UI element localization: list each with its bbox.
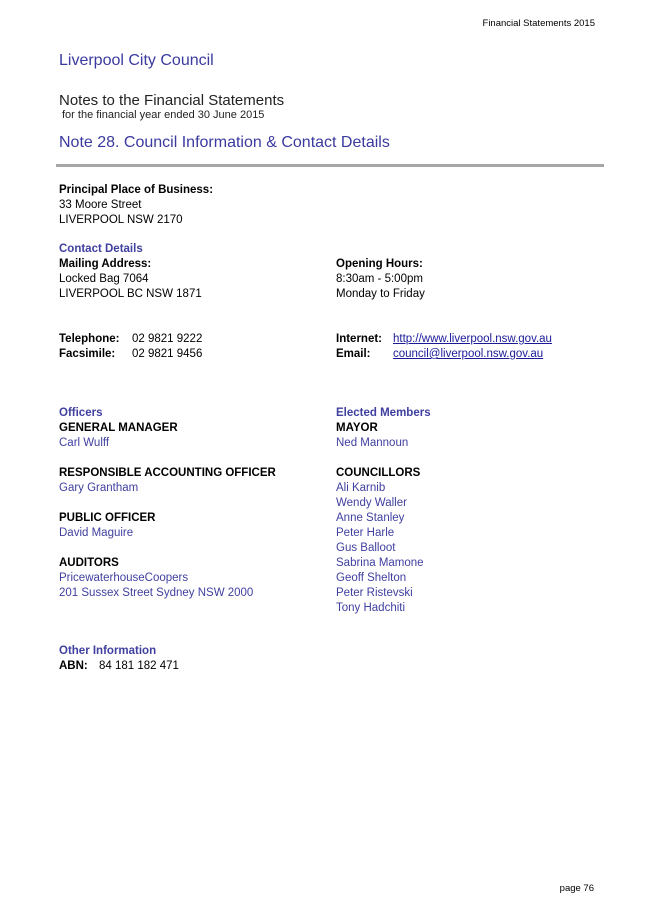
councillor-name: Geoff Shelton [336, 572, 407, 584]
telephone-row [59, 332, 202, 347]
elected-heading: Elected Members [336, 407, 431, 419]
auditors-address: 201 Sussex Street Sydney NSW 2000 [59, 587, 254, 599]
councillor-name: Sabrina Mamone [336, 557, 424, 569]
principal-place-block [59, 183, 213, 228]
mayor-name: Ned Mannoun [336, 437, 409, 449]
internet-label: Internet: [336, 333, 382, 345]
hours-line1: 8:30am - 5:00pm [336, 273, 423, 285]
telephone-label: Telephone: [59, 333, 120, 345]
facsimile-row [59, 347, 202, 362]
hours-heading: Opening Hours: [336, 258, 423, 270]
abn-row [59, 659, 179, 674]
principal-line1: 33 Moore Street [59, 199, 142, 211]
councillor-name: Wendy Waller [336, 497, 407, 509]
internet-link[interactable]: http://www.liverpool.nsw.gov.au [393, 333, 552, 345]
mailing-line1: Locked Bag 7064 [59, 273, 149, 285]
officers-heading: Officers [59, 407, 103, 419]
note-title: Note 28. Council Information & Contact Details [59, 134, 390, 151]
contact-heading: Contact Details [59, 243, 143, 255]
other-info-block [59, 644, 179, 674]
auditors-title: AUDITORS [59, 557, 119, 569]
mayor-title: MAYOR [336, 422, 378, 434]
councillor-name: Gus Balloot [336, 542, 396, 554]
councillor-name: Peter Harle [336, 527, 395, 539]
gm-name: Carl Wulff [59, 437, 110, 449]
page-number: page 76 [559, 883, 594, 894]
abn-value: 84 181 182 471 [99, 660, 179, 672]
contact-left-block [59, 242, 202, 302]
rao-title: RESPONSIBLE ACCOUNTING OFFICER [59, 467, 276, 479]
gm-title: GENERAL MANAGER [59, 422, 178, 434]
phone-block [59, 332, 202, 362]
email-row [336, 347, 552, 362]
divider-rule [56, 164, 604, 167]
abn-label: ABN: [59, 660, 88, 672]
hours-line2: Monday to Friday [336, 288, 425, 300]
facsimile-value: 02 9821 9456 [132, 348, 203, 360]
officers-block [59, 406, 276, 601]
elected-members-block [336, 406, 431, 616]
notes-subtitle: for the financial year ended 30 June 2015 [62, 109, 265, 121]
email-link[interactable]: council@liverpool.nsw.gov.au [393, 348, 544, 360]
mailing-line2: LIVERPOOL BC NSW 1871 [59, 288, 202, 300]
facsimile-label: Facsimile: [59, 348, 116, 360]
web-block [336, 332, 552, 362]
public-officer-name: David Maguire [59, 527, 134, 539]
email-label: Email: [336, 348, 371, 360]
notes-title: Notes to the Financial Statements [59, 92, 285, 109]
councillor-name: Anne Stanley [336, 512, 405, 524]
internet-row [336, 332, 552, 347]
public-officer-title: PUBLIC OFFICER [59, 512, 156, 524]
hours-block [336, 257, 425, 302]
mailing-heading: Mailing Address: [59, 258, 152, 270]
telephone-value: 02 9821 9222 [132, 333, 203, 345]
principal-line2: LIVERPOOL NSW 2170 [59, 214, 183, 226]
councillor-name: Peter Ristevski [336, 587, 413, 599]
councillor-name: Ali Karnib [336, 482, 386, 494]
councillors-title: COUNCILLORS [336, 467, 421, 479]
auditors-name: PricewaterhouseCoopers [59, 572, 189, 584]
document-header-label: Financial Statements 2015 [482, 18, 595, 29]
councillor-name: Tony Hadchiti [336, 602, 406, 614]
principal-heading: Principal Place of Business: [59, 184, 214, 196]
council-name: Liverpool City Council [59, 52, 214, 69]
rao-name: Gary Grantham [59, 482, 139, 494]
other-info-heading: Other Information [59, 645, 157, 657]
